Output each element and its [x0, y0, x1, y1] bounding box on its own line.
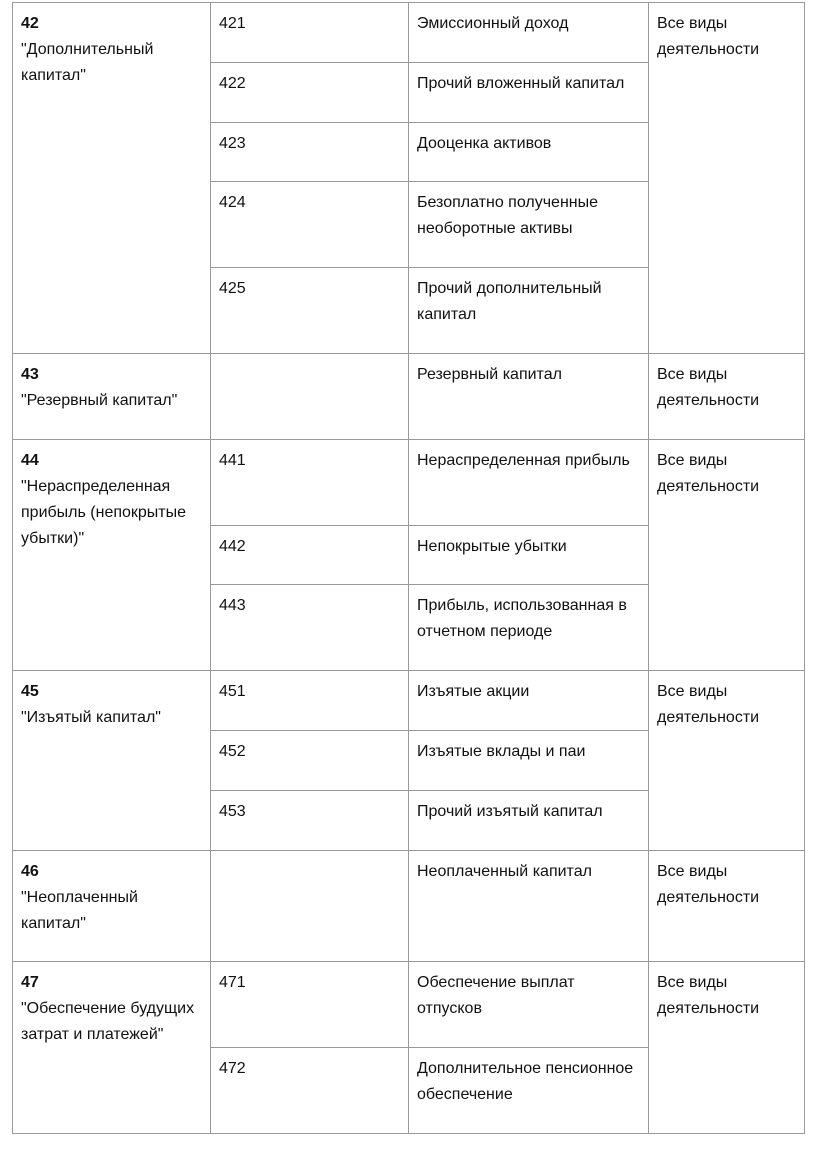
account-cell: [13, 962, 211, 1134]
account-number: 44: [21, 452, 39, 469]
subaccount-name: Прибыль, использованная в отчетном периоде: [409, 585, 649, 671]
account-number: 45: [21, 683, 39, 700]
table-row: [13, 354, 805, 440]
account-name: "Обеспечение будущих затрат и платежей": [21, 1000, 195, 1043]
table-row: [13, 962, 805, 1048]
account-number: 46: [21, 863, 39, 880]
activity-scope: Все виды деятельности: [649, 3, 805, 354]
account-cell: [13, 440, 211, 671]
subaccount-name: Прочий вложенный капитал: [409, 63, 649, 123]
subaccount-code: 442: [211, 526, 409, 585]
subaccount-code: 453: [211, 791, 409, 851]
activity-scope: Все виды деятельности: [649, 440, 805, 671]
account-name: "Резервный капитал": [21, 392, 178, 409]
subaccount-code: 443: [211, 585, 409, 671]
activity-scope: Все виды деятельности: [649, 354, 805, 440]
account-name: "Неоплаченный капитал": [21, 889, 138, 932]
account-number: 42: [21, 15, 39, 32]
account-name: "Нераспределенная прибыль (непокрытые убытки)": [21, 478, 187, 547]
accounts-table: [12, 2, 805, 1134]
account-name: "Изъятый капитал": [21, 709, 161, 726]
subaccount-code: 424: [211, 182, 409, 268]
subaccount-code: [211, 851, 409, 962]
account-number: 47: [21, 974, 39, 991]
subaccount-name: Прочий дополнительный капитал: [409, 268, 649, 354]
table-row: [13, 851, 805, 962]
subaccount-name: Эмиссионный доход: [409, 3, 649, 63]
activity-scope: Все виды деятельности: [649, 962, 805, 1134]
subaccount-code: 421: [211, 3, 409, 63]
subaccount-name: Изъятые акции: [409, 671, 649, 731]
subaccount-code: 422: [211, 63, 409, 123]
subaccount-name: Резервный капитал: [409, 354, 649, 440]
account-name: "Дополнительный капитал": [21, 41, 154, 84]
subaccount-name: Обеспечение выплат отпусков: [409, 962, 649, 1048]
subaccount-name: Нераспределенная прибыль: [409, 440, 649, 526]
subaccount-name: Прочий изъятый капитал: [409, 791, 649, 851]
subaccount-code: 423: [211, 123, 409, 182]
activity-scope: Все виды деятельности: [649, 671, 805, 851]
account-cell: [13, 354, 211, 440]
subaccount-name: Безоплатно полученные необоротные активы: [409, 182, 649, 268]
table-row: [13, 671, 805, 731]
account-cell: [13, 851, 211, 962]
subaccount-code: 471: [211, 962, 409, 1048]
subaccount-name: Изъятые вклады и паи: [409, 731, 649, 791]
subaccount-code: 451: [211, 671, 409, 731]
subaccount-code: 441: [211, 440, 409, 526]
account-cell: [13, 671, 211, 851]
subaccount-code: 472: [211, 1048, 409, 1134]
subaccount-name: Дополнительное пенсионное обеспечение: [409, 1048, 649, 1134]
account-number: 43: [21, 366, 39, 383]
account-cell: [13, 3, 211, 354]
subaccount-name: Неоплаченный капитал: [409, 851, 649, 962]
subaccount-code: 425: [211, 268, 409, 354]
subaccount-name: Непокрытые убытки: [409, 526, 649, 585]
table-row: [13, 3, 805, 63]
subaccount-code: [211, 354, 409, 440]
subaccount-name: Дооценка активов: [409, 123, 649, 182]
activity-scope: Все виды деятельности: [649, 851, 805, 962]
subaccount-code: 452: [211, 731, 409, 791]
table-row: [13, 440, 805, 526]
